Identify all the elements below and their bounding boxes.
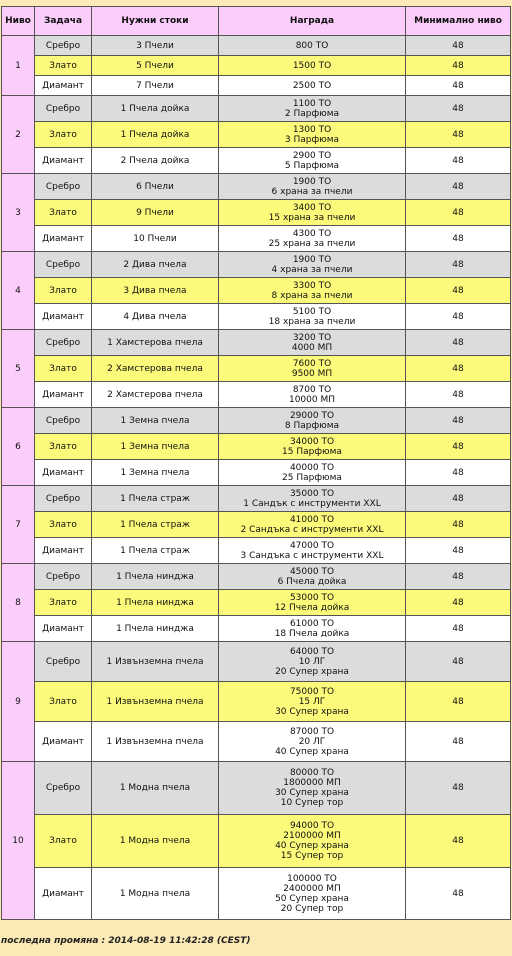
level-cell: 5 bbox=[2, 330, 35, 408]
reward-cell bbox=[219, 174, 406, 200]
task-cell: Диамант bbox=[35, 460, 92, 486]
reward-line: 10 Супер тор bbox=[280, 798, 344, 808]
min-level-cell: 48 bbox=[406, 122, 511, 148]
min-level-cell: 48 bbox=[406, 36, 511, 56]
reward-line: 8700 ТО bbox=[292, 384, 332, 395]
min-level-cell: 48 bbox=[406, 642, 511, 682]
reward-cell bbox=[219, 538, 406, 564]
reward-cell bbox=[219, 356, 406, 382]
reward-cell bbox=[219, 460, 406, 486]
reward-line: 15 Парфюма bbox=[282, 446, 342, 457]
table-row bbox=[2, 382, 511, 408]
task-cell: Злато bbox=[35, 200, 92, 226]
table-row bbox=[2, 226, 511, 252]
reward-line: 7600 ТО bbox=[292, 358, 332, 369]
goods-cell: 1 Пчела страж bbox=[92, 512, 219, 538]
table-row bbox=[2, 56, 511, 76]
reward-cell bbox=[219, 278, 406, 304]
min-level-cell: 48 bbox=[406, 434, 511, 460]
reward-line: 4300 ТО bbox=[292, 228, 332, 239]
table-row bbox=[2, 642, 511, 682]
table-row bbox=[2, 590, 511, 616]
reward-cell bbox=[219, 122, 406, 148]
goods-cell: 1 Извънземна пчела bbox=[92, 682, 219, 722]
goods-cell: 1 Пчела дойка bbox=[92, 122, 219, 148]
reward-cell bbox=[219, 642, 406, 682]
level-cell: 3 bbox=[2, 174, 35, 252]
table-row bbox=[2, 200, 511, 226]
reward-cell bbox=[219, 762, 406, 815]
goods-cell: 2 Дива пчела bbox=[92, 252, 219, 278]
goods-cell: 1 Пчела дойка bbox=[92, 96, 219, 122]
goods-cell: 2 Хамстерова пчела bbox=[92, 356, 219, 382]
reward-cell bbox=[219, 682, 406, 722]
task-cell: Диамант bbox=[35, 538, 92, 564]
reward-line: 35000 ТО bbox=[289, 488, 335, 499]
task-cell: Диамант bbox=[35, 76, 92, 96]
reward-cell bbox=[219, 96, 406, 122]
min-level-cell: 48 bbox=[406, 815, 511, 868]
table-row bbox=[2, 434, 511, 460]
goods-cell: 1 Хамстерова пчела bbox=[92, 330, 219, 356]
task-cell: Диамант bbox=[35, 616, 92, 642]
reward-line: 9500 МП bbox=[291, 368, 333, 379]
table-row bbox=[2, 815, 511, 868]
reward-line: 4000 МП bbox=[291, 342, 333, 353]
min-level-cell: 48 bbox=[406, 382, 511, 408]
table-row bbox=[2, 356, 511, 382]
goods-cell: 2 Хамстерова пчела bbox=[92, 382, 219, 408]
reward-line: 20 Супер храна bbox=[275, 666, 349, 677]
goods-cell: 1 Пчела нинджа bbox=[92, 590, 219, 616]
min-level-cell: 48 bbox=[406, 722, 511, 762]
reward-line: 15 ЛГ bbox=[298, 696, 326, 707]
reward-cell bbox=[219, 815, 406, 868]
reward-cell bbox=[219, 226, 406, 252]
goods-cell: 2 Пчела дойка bbox=[92, 148, 219, 174]
table-row bbox=[2, 762, 511, 815]
reward-cell bbox=[219, 200, 406, 226]
min-level-cell: 48 bbox=[406, 538, 511, 564]
table-row bbox=[2, 174, 511, 200]
reward-cell bbox=[219, 512, 406, 538]
goods-cell: 4 Дива пчела bbox=[92, 304, 219, 330]
reward-cell bbox=[219, 382, 406, 408]
min-level-cell: 48 bbox=[406, 356, 511, 382]
reward-cell bbox=[219, 434, 406, 460]
reward-cell bbox=[219, 148, 406, 174]
reward-line: 1100 ТО bbox=[292, 98, 332, 109]
reward-line: 87000 ТО bbox=[289, 726, 335, 737]
reward-line: 1800000 МП bbox=[283, 778, 341, 788]
reward-cell bbox=[219, 486, 406, 512]
reward-line: 3200 ТО bbox=[292, 332, 332, 343]
task-cell: Злато bbox=[35, 590, 92, 616]
reward-line: 5100 ТО bbox=[292, 306, 332, 317]
goods-cell: 1 Пчела страж bbox=[92, 486, 219, 512]
goods-cell: 1 Модна пчела bbox=[92, 762, 219, 815]
goods-cell: 1 Пчела страж bbox=[92, 538, 219, 564]
min-level-cell: 48 bbox=[406, 762, 511, 815]
reward-line: 800 ТО bbox=[295, 40, 329, 51]
reward-line: 18 Пчела дойка bbox=[274, 628, 350, 639]
reward-line: 40 Супер храна bbox=[275, 746, 349, 757]
reward-line: 94000 ТО bbox=[289, 821, 335, 831]
reward-line: 64000 ТО bbox=[289, 646, 335, 657]
reward-line: 1900 ТО bbox=[292, 176, 332, 187]
reward-line: 1 Сандък с инструменти XXL bbox=[243, 498, 381, 509]
task-cell: Диамант bbox=[35, 304, 92, 330]
reward-line: 3 Парфюма bbox=[284, 134, 340, 145]
goods-cell: 7 Пчели bbox=[92, 76, 219, 96]
goods-cell: 1 Модна пчела bbox=[92, 815, 219, 868]
reward-line: 2500 ТО bbox=[292, 80, 332, 91]
reward-line: 25 Парфюма bbox=[282, 472, 342, 483]
task-cell: Сребро bbox=[35, 96, 92, 122]
header-row bbox=[2, 7, 511, 36]
goods-cell: 3 Дива пчела bbox=[92, 278, 219, 304]
goods-cell: 10 Пчели bbox=[92, 226, 219, 252]
table-row bbox=[2, 330, 511, 356]
table-row bbox=[2, 538, 511, 564]
level-cell: 6 bbox=[2, 408, 35, 486]
reward-line: 25 храна за пчели bbox=[268, 238, 356, 249]
reward-line: 80000 ТО bbox=[289, 768, 335, 778]
task-cell: Сребро bbox=[35, 564, 92, 590]
reward-cell bbox=[219, 304, 406, 330]
task-cell: Диамант bbox=[35, 382, 92, 408]
task-cell: Злато bbox=[35, 356, 92, 382]
goods-cell: 1 Земна пчела bbox=[92, 408, 219, 434]
task-cell: Сребро bbox=[35, 252, 92, 278]
table-row bbox=[2, 408, 511, 434]
min-level-cell: 48 bbox=[406, 278, 511, 304]
goods-cell: 1 Пчела нинджа bbox=[92, 564, 219, 590]
reward-cell bbox=[219, 252, 406, 278]
header-level: Ниво bbox=[2, 7, 35, 36]
table-row bbox=[2, 682, 511, 722]
reward-line: 75000 ТО bbox=[289, 686, 335, 697]
min-level-cell: 48 bbox=[406, 174, 511, 200]
reward-line: 18 храна за пчели bbox=[268, 316, 356, 327]
min-level-cell: 48 bbox=[406, 56, 511, 76]
task-cell: Сребро bbox=[35, 330, 92, 356]
table-row bbox=[2, 148, 511, 174]
table-row bbox=[2, 76, 511, 96]
min-level-cell: 48 bbox=[406, 226, 511, 252]
reward-line: 20 Супер тор bbox=[280, 903, 344, 914]
reward-line: 53000 ТО bbox=[289, 592, 335, 603]
reward-line: 2900 ТО bbox=[292, 150, 332, 161]
reward-line: 20 ЛГ bbox=[298, 736, 326, 747]
reward-line: 50 Супер храна bbox=[275, 893, 349, 904]
reward-cell bbox=[219, 564, 406, 590]
goods-cell: 5 Пчели bbox=[92, 56, 219, 76]
task-cell: Сребро bbox=[35, 642, 92, 682]
min-level-cell: 48 bbox=[406, 96, 511, 122]
min-level-cell: 48 bbox=[406, 616, 511, 642]
reward-line: 2 Парфюма bbox=[284, 108, 340, 119]
reward-line: 40000 ТО bbox=[289, 462, 335, 473]
goods-cell: 1 Пчела нинджа bbox=[92, 616, 219, 642]
reward-cell bbox=[219, 868, 406, 920]
table-row bbox=[2, 868, 511, 920]
reward-line: 2400000 МП bbox=[283, 883, 341, 894]
goods-cell: 9 Пчели bbox=[92, 200, 219, 226]
goods-cell: 3 Пчели bbox=[92, 36, 219, 56]
table-row bbox=[2, 252, 511, 278]
task-cell: Сребро bbox=[35, 486, 92, 512]
level-cell: 1 bbox=[2, 36, 35, 96]
quest-table bbox=[1, 6, 511, 920]
reward-line: 6 храна за пчели bbox=[271, 186, 353, 197]
task-cell: Злато bbox=[35, 56, 92, 76]
table-row bbox=[2, 304, 511, 330]
min-level-cell: 48 bbox=[406, 408, 511, 434]
task-cell: Злато bbox=[35, 815, 92, 868]
table-row bbox=[2, 36, 511, 56]
reward-line: 8 Парфюма bbox=[284, 420, 340, 431]
task-cell: Злато bbox=[35, 278, 92, 304]
reward-line: 15 храна за пчели bbox=[268, 212, 356, 223]
reward-line: 10000 МП bbox=[288, 394, 336, 405]
level-cell: 4 bbox=[2, 252, 35, 330]
level-cell: 9 bbox=[2, 642, 35, 762]
reward-line: 3 Сандъка с инструменти XXL bbox=[240, 550, 384, 561]
min-level-cell: 48 bbox=[406, 252, 511, 278]
min-level-cell: 48 bbox=[406, 330, 511, 356]
task-cell: Сребро bbox=[35, 408, 92, 434]
goods-cell: 1 Извънземна пчела bbox=[92, 642, 219, 682]
reward-line: 29000 ТО bbox=[289, 410, 335, 421]
table-row bbox=[2, 564, 511, 590]
reward-line: 2100000 МП bbox=[283, 831, 341, 841]
goods-cell: 1 Земна пчела bbox=[92, 434, 219, 460]
table-row bbox=[2, 512, 511, 538]
min-level-cell: 48 bbox=[406, 682, 511, 722]
task-cell: Диамант bbox=[35, 868, 92, 920]
table-row bbox=[2, 460, 511, 486]
reward-line: 15 Супер тор bbox=[280, 851, 344, 861]
reward-line: 34000 ТО bbox=[289, 436, 335, 447]
reward-cell bbox=[219, 616, 406, 642]
task-cell: Злато bbox=[35, 512, 92, 538]
task-cell: Диамант bbox=[35, 226, 92, 252]
level-cell: 7 bbox=[2, 486, 35, 564]
table-row bbox=[2, 722, 511, 762]
reward-cell bbox=[219, 330, 406, 356]
task-cell: Сребро bbox=[35, 36, 92, 56]
table-row bbox=[2, 616, 511, 642]
min-level-cell: 48 bbox=[406, 564, 511, 590]
reward-line: 30 Супер храна bbox=[275, 788, 349, 798]
table-row bbox=[2, 96, 511, 122]
min-level-cell: 48 bbox=[406, 486, 511, 512]
reward-cell bbox=[219, 590, 406, 616]
task-cell: Злато bbox=[35, 122, 92, 148]
level-cell: 8 bbox=[2, 564, 35, 642]
reward-line: 41000 ТО bbox=[289, 514, 335, 525]
min-level-cell: 48 bbox=[406, 304, 511, 330]
reward-line: 6 Пчела дойка bbox=[277, 576, 347, 587]
header-task: Задача bbox=[35, 7, 92, 36]
reward-line: 100000 ТО bbox=[287, 873, 337, 884]
table-body bbox=[2, 36, 511, 920]
table-row bbox=[2, 278, 511, 304]
reward-line: 2 Сандъка с инструменти XXL bbox=[240, 524, 384, 535]
goods-cell: 1 Модна пчела bbox=[92, 868, 219, 920]
task-cell: Диамант bbox=[35, 722, 92, 762]
reward-line: 5 Парфюма bbox=[284, 160, 340, 171]
header-reward: Награда bbox=[219, 7, 406, 36]
header-min-level: Минимално ниво bbox=[406, 7, 511, 36]
min-level-cell: 48 bbox=[406, 200, 511, 226]
reward-cell bbox=[219, 36, 406, 56]
reward-line: 30 Супер храна bbox=[275, 706, 349, 717]
goods-cell: 1 Извънземна пчела bbox=[92, 722, 219, 762]
reward-cell bbox=[219, 722, 406, 762]
reward-line: 1900 ТО bbox=[292, 254, 332, 265]
min-level-cell: 48 bbox=[406, 76, 511, 96]
min-level-cell: 48 bbox=[406, 868, 511, 920]
task-cell: Злато bbox=[35, 434, 92, 460]
level-cell: 2 bbox=[2, 96, 35, 174]
reward-line: 1300 ТО bbox=[292, 124, 332, 135]
min-level-cell: 48 bbox=[406, 460, 511, 486]
level-cell: 10 bbox=[2, 762, 35, 920]
reward-line: 45000 ТО bbox=[289, 566, 335, 577]
table-row bbox=[2, 486, 511, 512]
reward-line: 12 Пчела дойка bbox=[274, 602, 350, 613]
reward-line: 47000 ТО bbox=[289, 540, 335, 551]
table-row bbox=[2, 122, 511, 148]
goods-cell: 6 Пчели bbox=[92, 174, 219, 200]
reward-cell bbox=[219, 56, 406, 76]
task-cell: Злато bbox=[35, 682, 92, 722]
reward-line: 3300 ТО bbox=[292, 280, 332, 291]
reward-line: 61000 ТО bbox=[289, 618, 335, 629]
min-level-cell: 48 bbox=[406, 590, 511, 616]
reward-line: 4 храна за пчели bbox=[271, 264, 353, 275]
reward-line: 1500 ТО bbox=[292, 60, 332, 71]
goods-cell: 1 Земна пчела bbox=[92, 460, 219, 486]
header-goods: Нужни стоки bbox=[92, 7, 219, 36]
reward-cell bbox=[219, 76, 406, 96]
reward-line: 3400 ТО bbox=[292, 202, 332, 213]
task-cell: Диамант bbox=[35, 148, 92, 174]
reward-cell bbox=[219, 408, 406, 434]
min-level-cell: 48 bbox=[406, 148, 511, 174]
min-level-cell: 48 bbox=[406, 512, 511, 538]
task-cell: Сребро bbox=[35, 762, 92, 815]
last-modified: последна промяна : 2014-08-19 11:42:28 (CEST) bbox=[1, 936, 251, 946]
reward-line: 10 ЛГ bbox=[298, 656, 326, 667]
task-cell: Сребро bbox=[35, 174, 92, 200]
reward-line: 40 Супер храна bbox=[275, 841, 349, 851]
reward-line: 8 храна за пчели bbox=[271, 290, 353, 301]
